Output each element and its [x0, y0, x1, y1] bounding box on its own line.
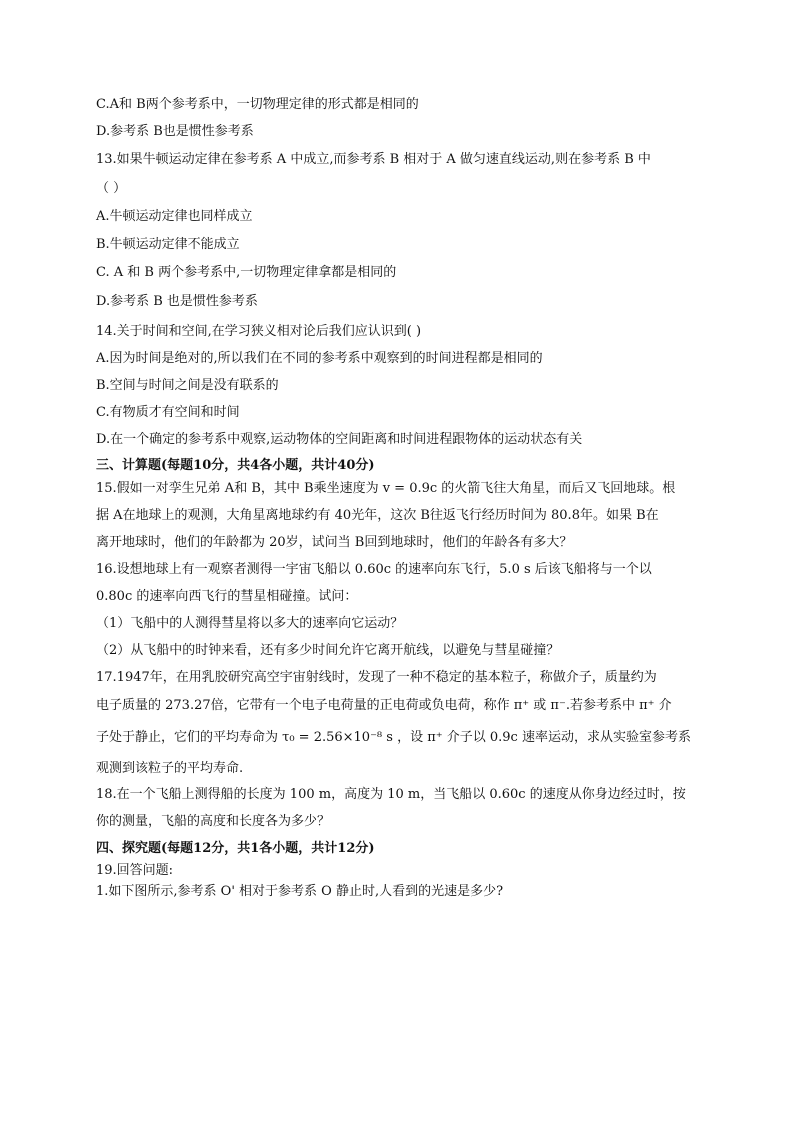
option-a-14: A.因为时间是绝对的,所以我们在不同的参考系中观察到的时间进程都是相同的 — [96, 351, 543, 366]
question-14: 14.关于时间和空间,在学习狭义相对论后我们应认识到( ) — [96, 324, 422, 339]
option-d-14: D.在一个确定的参考系中观察,运动物体的空间距离和时间进程跟物体的运动状态有关 — [96, 432, 583, 447]
question-17-line-2: 电子质量的 273.27倍，它带有一个电子电荷量的正电荷或负电荷，称作 π⁺ 或 π⁻.若参考系中 π⁺ 介 — [96, 698, 672, 713]
question-13-blank: （ ） — [96, 181, 127, 196]
section-4-heading: 四、探究题(每题12分，共1各小题，共计12分) — [96, 841, 375, 856]
question-16-line-2: 0.80c 的速率向西飞行的彗星相碰撞。试问： — [96, 589, 358, 604]
question-19-sub-1: 1.如下图所示,参考系 O' 相对于参考系 O 静止时,人看到的光速是多少? — [96, 884, 504, 899]
option-d-12: D.参考系 B也是惯性参考系 — [96, 124, 254, 139]
option-a-13: A.牛顿运动定律也同样成立 — [96, 209, 253, 224]
option-b-13: B.牛顿运动定律不能成立 — [96, 237, 240, 252]
question-15-line-2: 据 A在地球上的观测，大角星离地球约有 40光年，这次 B往返飞行经历时间为 80.8年。如果 B在 — [96, 508, 659, 523]
option-c-14: C.有物质才有空间和时间 — [96, 405, 240, 420]
question-16-part-2: （2）从飞船中的时钟来看，还有多少时间允许它离开航线，以避免与彗星碰撞？ — [96, 643, 560, 658]
question-15-line-1: 15.假如一对孪生兄弟 A和 B，其中 B乘坐速度为 v = 0.9c 的火箭飞往大角星，而后又飞回地球。根 — [96, 481, 676, 496]
question-17-line-3: 子处于静止，它们的平均寿命为 τ₀ = 2.56×10⁻⁸ s ，设 π⁺ 介子以 0.9c 速率运动，求从实验室参考系 — [96, 730, 691, 745]
question-13: 13.如果牛顿运动定律在参考系 A 中成立,而参考系 B 相对于 A 做匀速直线运动,则在参考系 B 中 — [96, 152, 651, 167]
question-16-part-1: （1）飞船中的人测得彗星将以多大的速率向它运动？ — [96, 616, 404, 631]
question-15-line-3: 离开地球时，他们的年龄都为 20岁，试问当 B回到地球时，他们的年龄各有多大？ — [96, 535, 573, 550]
option-d-13: D.参考系 B 也是惯性参考系 — [96, 294, 258, 309]
question-18-line-1: 18.在一个飞船上测得船的长度为 100 m，高度为 10 m，当飞船以 0.60c 的速度从你身边经过时，按 — [96, 787, 686, 802]
question-17-line-1: 17.1947年，在用乳胶研究高空宇宙射线时，发现了一种不稳定的基本粒子，称做介子，质量约为 — [96, 670, 657, 685]
option-c-13: C. A 和 B 两个参考系中,一切物理定律拿都是相同的 — [96, 265, 397, 280]
option-b-14: B.空间与时间之间是没有联系的 — [96, 378, 279, 393]
question-16-line-1: 16.设想地球上有一观察者测得一宇宙飞船以 0.60c 的速率向东飞行，5.0 s 后该飞船将与一个以 — [96, 562, 652, 577]
question-19: 19.回答问题: — [96, 863, 174, 878]
question-17-line-4: 观测到该粒子的平均寿命. — [96, 761, 244, 776]
option-c-12: C.A和 B两个参考系中，一切物理定律的形式都是相同的 — [96, 97, 419, 112]
question-18-line-2: 你的测量，飞船的高度和长度各为多少？ — [96, 814, 331, 829]
section-3-heading: 三、计算题(每题10分，共4各小题，共计40分) — [96, 458, 375, 473]
